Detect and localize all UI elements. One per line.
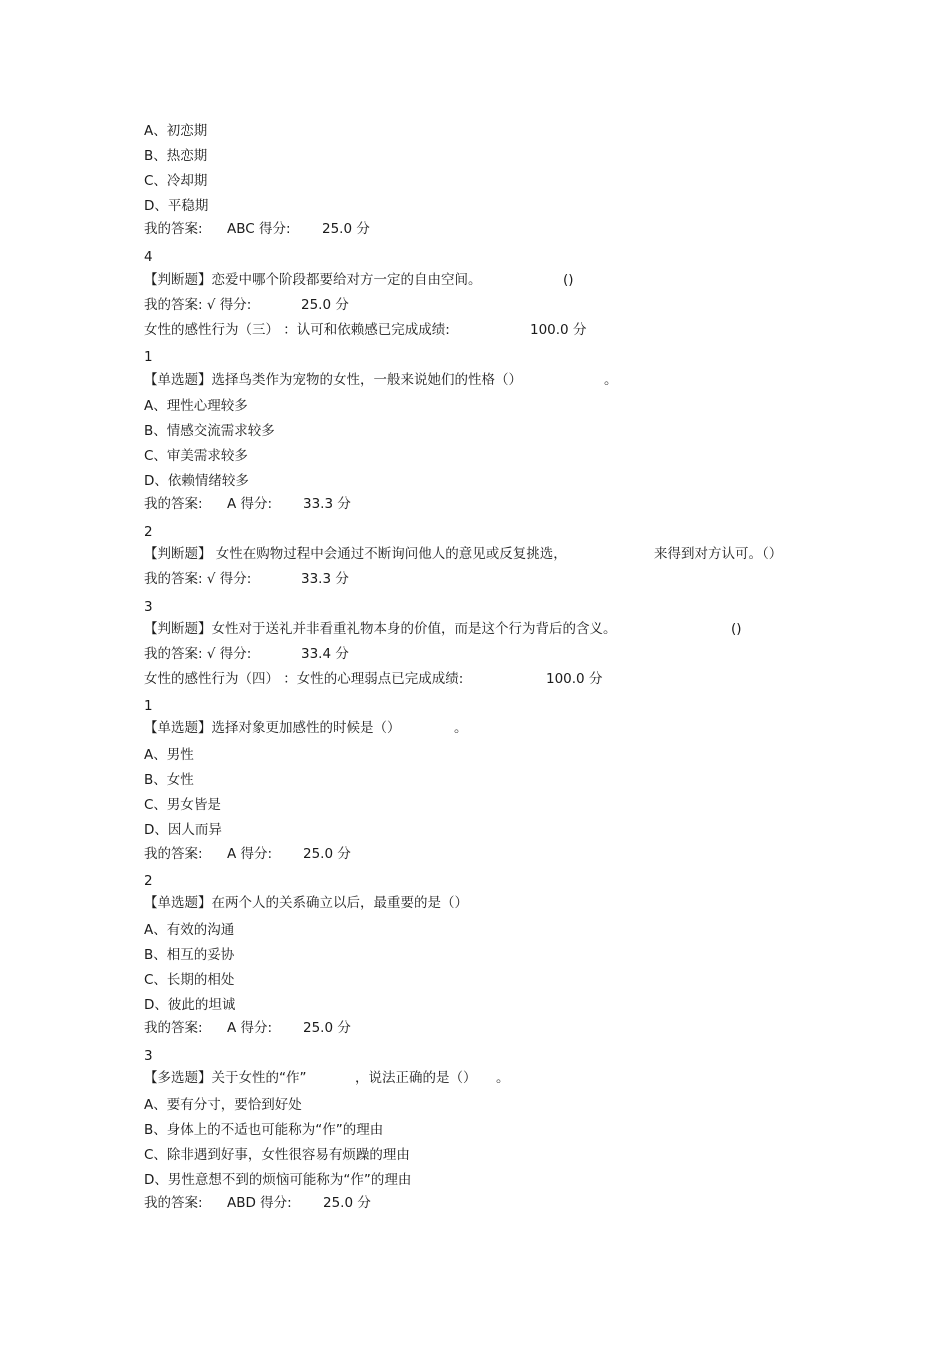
text-segment: () — [563, 272, 574, 288]
text-segment: 25.0 分 — [303, 846, 351, 862]
text-segment: A、初恋期 — [144, 123, 208, 139]
text-segment: 我的答案: √ 得分: — [144, 571, 252, 587]
text-segment: A 得分: — [227, 846, 273, 862]
text-segment: A、理性心理较多 — [144, 398, 248, 414]
text-segment: 2 — [144, 873, 153, 889]
text-segment: 【单选题】选择对象更加感性的时候是（） — [144, 720, 401, 736]
text-segment: C、男女皆是 — [144, 797, 221, 813]
text-segment: 33.4 分 — [301, 646, 349, 662]
text-segment: 100.0 分 — [530, 322, 587, 338]
text-segment: A 得分: — [227, 1020, 273, 1036]
text-segment: 33.3 分 — [301, 571, 349, 587]
text-segment: 25.0 分 — [303, 1020, 351, 1036]
text-segment: ，说法正确的是（） — [355, 1070, 477, 1086]
text-segment: 25.0 分 — [323, 1195, 371, 1211]
text-segment: D、因人而异 — [144, 822, 222, 838]
text-segment: 我的答案: — [144, 1020, 203, 1036]
text-segment: D、男性意想不到的烦恼可能称为“作”的理由 — [144, 1172, 412, 1188]
text-segment: A、有效的沟通 — [144, 922, 235, 938]
text-segment: 我的答案: — [144, 496, 203, 512]
text-segment: 女性的感性行为（四） ：女性的心理弱点已完成成绩: — [144, 671, 464, 687]
text-segment: A、要有分寸，要恰到好处 — [144, 1097, 302, 1113]
text-segment: 3 — [144, 1048, 153, 1064]
text-segment: 我的答案: √ 得分: — [144, 297, 252, 313]
text-segment: B、女性 — [144, 772, 194, 788]
text-segment: 【单选题】选择鸟类作为宠物的女性，一般来说她们的性格（） — [144, 372, 522, 388]
text-segment: ABC 得分: — [227, 221, 291, 237]
text-segment: A 得分: — [227, 496, 273, 512]
text-segment: C、长期的相处 — [144, 972, 235, 988]
text-segment: 女性的感性行为（三） ：认可和依赖感已完成成绩: — [144, 322, 450, 338]
text-segment: 3 — [144, 599, 153, 615]
text-segment: 。 — [604, 372, 618, 388]
text-segment: 我的答案: √ 得分: — [144, 646, 252, 662]
text-segment: () — [731, 621, 742, 637]
text-segment: 【判断题】女性对于送礼并非看重礼物本身的价值，而是这个行为背后的含义。 — [144, 621, 617, 637]
text-segment: 【判断题】恋爱中哪个阶段都要给对方一定的自由空间。 — [144, 272, 482, 288]
text-segment: D、彼此的坦诚 — [144, 997, 236, 1013]
text-segment: 4 — [144, 249, 153, 265]
text-segment: A、男性 — [144, 747, 194, 763]
text-segment: 25.0 分 — [301, 297, 349, 313]
text-segment: B、身体上的不适也可能称为“作”的理由 — [144, 1122, 384, 1138]
text-segment: 【多选题】关于女性的“作” — [144, 1070, 307, 1086]
text-segment: B、相互的妥协 — [144, 947, 235, 963]
text-segment: 。 — [454, 720, 468, 736]
text-segment: 我的答案: — [144, 221, 203, 237]
text-segment: 1 — [144, 698, 153, 714]
text-segment: 我的答案: — [144, 846, 203, 862]
text-segment: 1 — [144, 349, 153, 365]
text-segment: B、热恋期 — [144, 148, 208, 164]
text-segment: 【判断题】 女性在购物过程中会通过不断询问他人的意见或反复挑选， — [144, 546, 567, 562]
text-segment: 33.3 分 — [303, 496, 351, 512]
text-segment: ABD 得分: — [227, 1195, 292, 1211]
text-segment: B、情感交流需求较多 — [144, 423, 275, 439]
text-segment: 100.0 分 — [546, 671, 603, 687]
text-segment: 2 — [144, 524, 153, 540]
text-segment: 我的答案: — [144, 1195, 203, 1211]
text-segment: C、冷却期 — [144, 173, 208, 189]
text-segment: 25.0 分 — [322, 221, 370, 237]
text-segment: C、除非遇到好事，女性很容易有烦躁的理由 — [144, 1147, 410, 1163]
text-segment: D、平稳期 — [144, 198, 209, 214]
text-segment: D、依赖情绪较多 — [144, 473, 249, 489]
text-segment: 【单选题】在两个人的关系确立以后，最重要的是（） — [144, 895, 468, 911]
text-segment: 来得到对方认可。（） — [654, 546, 783, 562]
text-segment: 。 — [496, 1070, 510, 1086]
text-segment: C、审美需求较多 — [144, 448, 248, 464]
